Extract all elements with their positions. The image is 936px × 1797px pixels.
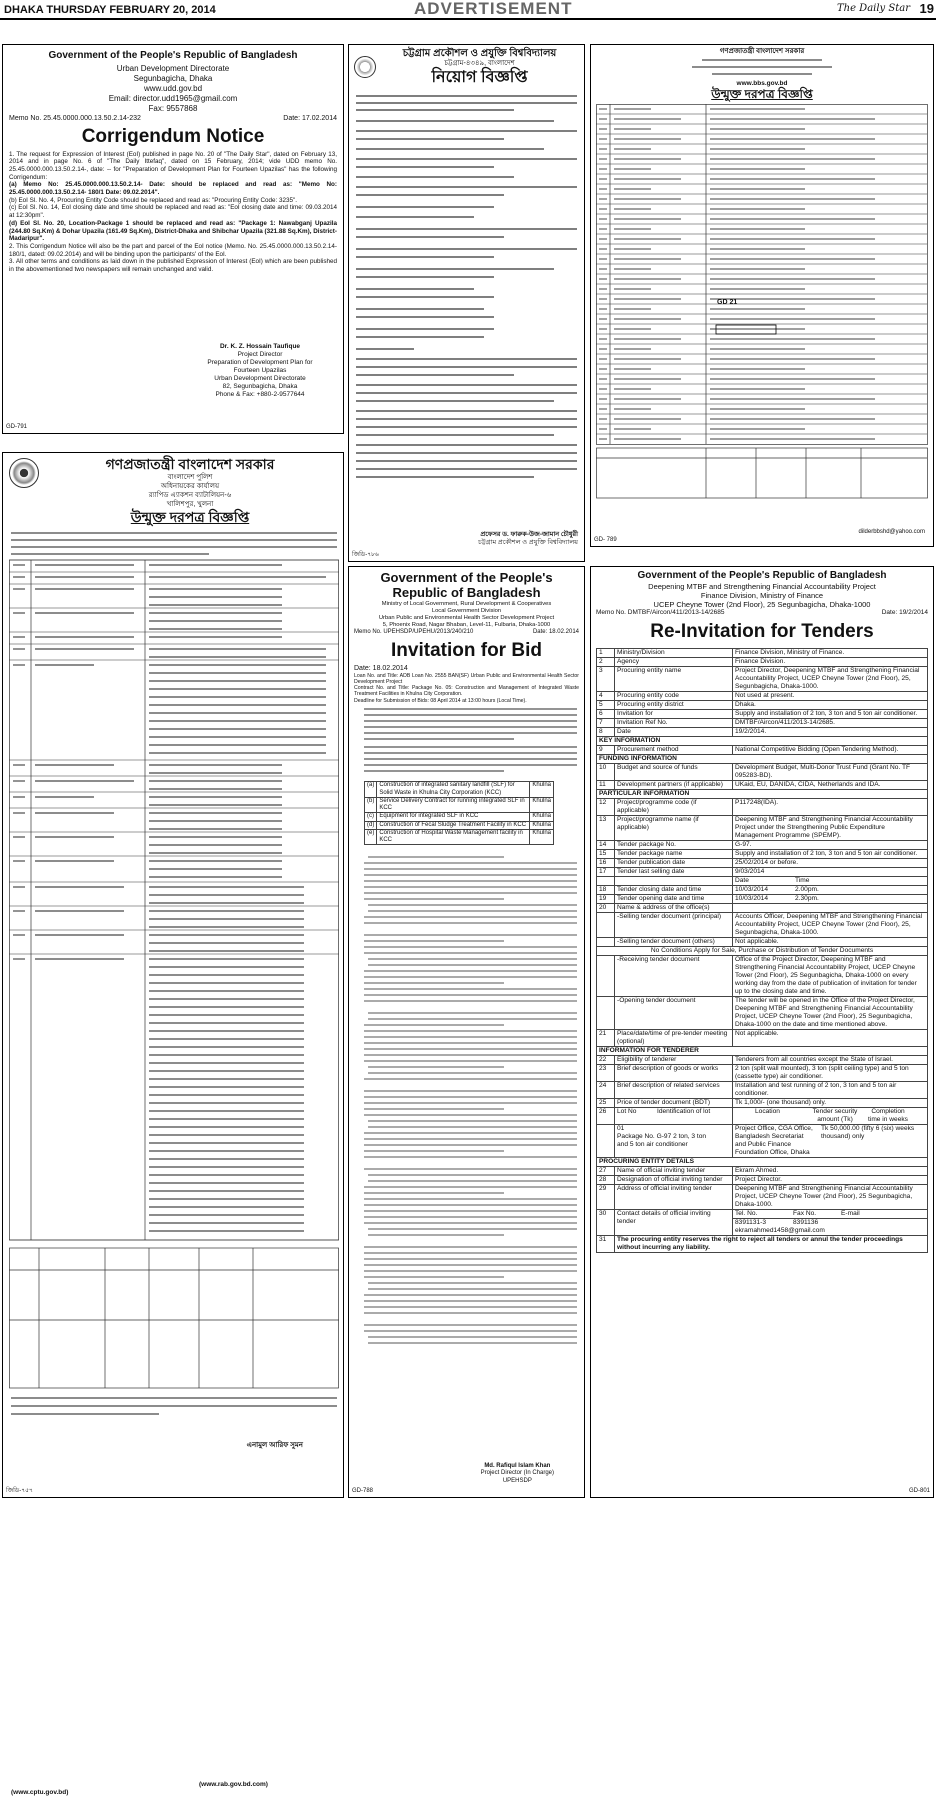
table-row: [597, 867, 928, 876]
table-row: [597, 709, 928, 718]
ad1-title: Corrigendum Notice: [81, 125, 265, 147]
ad5-line: 5, Phoenix Road, Nagar Bhaban, Level-11, Fulbaria, Dhaka-1000: [382, 622, 551, 628]
ad5-heading: Invitation for Bid: [391, 639, 542, 661]
table-row: [365, 821, 554, 829]
security-header: Tender security amount (Tk): [812, 1107, 858, 1123]
ad2-sign: প্রফেসর ড. ফারুক-উজ-জামান চৌধুরী: [480, 531, 578, 538]
row-value: Dhaka.: [733, 700, 928, 709]
row-label: Date: [615, 727, 733, 736]
ad5-sign3: UPEHSDP: [502, 1477, 532, 1484]
email-value: ekramahmed1458@gmail.com: [735, 1226, 825, 1234]
row-number: 9: [597, 745, 615, 754]
work-sl: (e): [365, 829, 377, 844]
table-row: [365, 797, 554, 812]
ad6-code: GD-801: [908, 1487, 930, 1494]
section-row: [597, 789, 928, 798]
ad3-top: গণপ্রজাতন্ত্রী বাংলাদেশ সরকার: [719, 48, 805, 55]
table-row: [597, 1098, 928, 1107]
page-header: [0, 0, 936, 20]
row-number: 12: [597, 798, 615, 815]
table-row: [597, 840, 928, 849]
ad3-table: [596, 104, 928, 524]
contact-header-row: [597, 1209, 928, 1218]
row-value: 9/03/2014: [733, 867, 928, 876]
row-number: 27: [597, 1166, 615, 1175]
fax-value: 8391136: [793, 1218, 819, 1226]
row-date: 10/03/2014: [735, 885, 769, 893]
ad1-sig: Urban Development Directorate: [214, 375, 306, 382]
invitation-for-bid-ad: [348, 566, 585, 1498]
row-value: DMTBF/Aircon/411/2013-14/2685.: [733, 718, 928, 727]
work-desc: Construction of Fecal Sludge Treatment Facility in KCC: [377, 821, 530, 829]
section-row: [597, 1157, 928, 1166]
ad2-sub: চট্টগ্রাম-৪৩৪৯, বাংলাদেশ: [444, 60, 515, 67]
lot-security: Tk 50,000.00 (fifty thousand) only: [821, 1124, 874, 1140]
table-row: [597, 648, 928, 657]
row-label: Invitation for: [615, 709, 733, 718]
ad3-email: dilderbbshd@yahoo.com: [858, 528, 925, 535]
row-time: 2.00pm.: [795, 885, 819, 893]
ad1-line: Segunbagicha, Dhaka: [133, 74, 213, 83]
page-number: 19: [919, 1, 934, 16]
date-header: Date: [735, 876, 749, 884]
work-sl: (a): [365, 782, 377, 797]
row-label: Brief description of related services: [615, 1081, 733, 1098]
work-desc: Service Delivery Contract for running integrated SLF in KCC: [377, 797, 530, 812]
ad5-memo: Memo No. UPEHSDP/UPEHU/2013/240/210: [354, 629, 474, 635]
row-label: Procurement method: [615, 745, 733, 754]
row-number: [597, 937, 615, 946]
ad4-code: জিডি-৭৫৭: [6, 1487, 33, 1494]
lot-row: [597, 1124, 928, 1157]
row-value: Finance Division, Ministry of Finance.: [733, 648, 928, 657]
ad5-loan: Loan No. and Title: ADB Loan No. 2555 BAN(SF) Urban Public and Environmental Health Sector Development Project: [354, 672, 579, 685]
row-date: 10/03/2014: [735, 894, 769, 902]
section-row: [597, 736, 928, 745]
row-number: 26: [597, 1107, 615, 1124]
work-desc: Construction of Hospital Waste Management facility in KCC: [377, 829, 530, 844]
ad5-date2: Date: 18.02.2014: [354, 664, 408, 672]
row-number: 21: [597, 1029, 615, 1046]
table-row: [597, 858, 928, 867]
table-row: [597, 745, 928, 754]
ad6-gov: Government of the People's Republic of Bangladesh: [637, 570, 887, 581]
corrigendum-ad: [2, 44, 344, 434]
ad5-title2: Republic of Bangladesh: [392, 585, 541, 600]
row-number: 7: [597, 718, 615, 727]
row-label: Address of official inviting tender: [615, 1184, 733, 1209]
fax-header: Fax No.: [793, 1209, 817, 1217]
table-row: [597, 1166, 928, 1175]
table-row: [597, 1081, 928, 1098]
table-row: [597, 657, 928, 666]
row-value: UKaid, EU, DANIDA, CIDA, Netherlands and IDA.: [733, 780, 928, 789]
table-row: [365, 782, 554, 797]
ad1-sig: Preparation of Development Plan for: [207, 359, 313, 366]
table-row: [597, 894, 928, 903]
row-value: Tenderers from all countries except the State of Israel.: [733, 1055, 928, 1064]
row-label: Agency: [615, 657, 733, 666]
ad6-l3: UCEP Cheyne Tower (2nd Floor), 25 Segunbagicha, Dhaka-1000: [653, 600, 871, 609]
ad4-sign: এনামুল আরিফ সুমন: [246, 1441, 303, 1449]
row-value: Finance Division.: [733, 657, 928, 666]
ad1-pd: (d) EoI Sl. No. 20, Location-Package 1 should be replaced and read as: "Package 1: Nawabganj Upazila (244.80 Sq.Km) & Dohar Upazila (161.49 Sq.Km), District-Dhaka and Shibchar Upazila (321.88 Sq.Km), District-Madaripur".: [9, 219, 337, 243]
row-number: 19: [597, 894, 615, 903]
ad4-heading: উন্মুক্ত দরপত্র বিজ্ঞপ্তি: [130, 509, 250, 525]
ad4-l4: খালিশপুর, খুলনা: [166, 501, 214, 508]
row-label: Name of official inviting tender: [615, 1166, 733, 1175]
row-value: Project Director.: [733, 1175, 928, 1184]
cuet-logo-icon: [354, 56, 376, 78]
table-row: [597, 876, 928, 885]
row-number: 23: [597, 1064, 615, 1081]
lot-time: 6 (six) weeks: [875, 1124, 915, 1132]
table-row: [597, 691, 928, 700]
ad1-memo: Memo No. 25.45.0000.000.13.50.2.14-232: [9, 115, 141, 122]
table-row: [597, 763, 928, 780]
row-number: 30: [597, 1209, 615, 1235]
row-number: 14: [597, 840, 615, 849]
ad6-memo: Memo No. DMTBF/Aircon/411/2013-14/2685: [596, 609, 725, 616]
row-label: -Receiving tender document: [615, 955, 733, 996]
ad4-l3: র‌্যাপিড এ্যাকশন ব্যাটালিয়ন-৬: [148, 492, 232, 499]
ad3-ref: GD 21: [717, 299, 738, 306]
ad5-para1: [354, 706, 579, 776]
ad3-code: GD- 789: [594, 536, 617, 543]
row-number: 28: [597, 1175, 615, 1184]
table-row: [597, 666, 928, 691]
table-row: [597, 996, 928, 1029]
row-label: Tender package No.: [615, 840, 733, 849]
ad5-sign2: Project Director (In Charge): [480, 1470, 554, 1476]
row-number: 8: [597, 727, 615, 736]
row-number: 2: [597, 657, 615, 666]
row-number: 22: [597, 1055, 615, 1064]
section-heading: FUNDING INFORMATION: [597, 754, 928, 763]
ad1-sig: Phone & Fax: +880-2-9577644: [215, 391, 305, 398]
work-desc: Equipment for integrated SLF in KCC: [377, 813, 530, 821]
row-label: Name & address of the office(s): [615, 903, 733, 912]
row-label: Project/programme code (if applicable): [615, 798, 733, 815]
ad5-contract: Contract No. and Title: Package No. 05: Construction and Management of Integrated Waste Treatment Facilities in Khulna City Corporation.: [354, 685, 579, 698]
row-value: 2 ton (split wall mounted), 3 ton (split ceiling type) and 5 ton (cassette type) air conditioner.: [733, 1064, 928, 1081]
row-value: Supply and installation of 2 ton, 3 ton and 5 ton air conditioner.: [733, 709, 928, 718]
re-invitation-ad: [590, 566, 934, 1498]
work-loc: Khulna: [530, 797, 554, 812]
tel-header: Tel. No.: [735, 1209, 758, 1217]
ad5-body-text: [354, 848, 579, 1368]
row-number: 4: [597, 691, 615, 700]
row-number: 20: [597, 903, 615, 912]
row-label: Invitation Ref No.: [615, 718, 733, 727]
table-row: [597, 798, 928, 815]
lot-id-header: Identification of lot: [657, 1107, 711, 1115]
row-label: Eligibility of tenderer: [615, 1055, 733, 1064]
table-row: [597, 815, 928, 840]
ad5-line: Local Government Division: [431, 608, 502, 614]
lot-no-header: Lot No: [617, 1107, 637, 1115]
work-loc: Khulna: [530, 782, 554, 797]
row-value: Not used at present.: [733, 691, 928, 700]
row-number: 1: [597, 648, 615, 657]
ad6-l1: Deepening MTBF and Strengthening Financial Accountability Project: [648, 582, 876, 591]
row-number: 24: [597, 1081, 615, 1098]
table-row: [597, 1235, 928, 1252]
ad1-date: Date: 17.02.2014: [283, 115, 337, 122]
lot-location: Project Office, CGA Office, Bangladesh Secretariat and Public Finance Foundation Office, Dhaka: [735, 1124, 813, 1156]
row-number: 5: [597, 700, 615, 709]
ad2-body: [354, 91, 579, 511]
row-value: The procuring entity reserves the right to reject all tenders or annul the tender proceedings without incurring any liability.: [615, 1235, 928, 1252]
row-number: 25: [597, 1098, 615, 1107]
table-row: [597, 885, 928, 894]
row-number: 13: [597, 815, 615, 840]
row-label: Tender last selling date: [615, 867, 733, 876]
work-desc: Construction of integrated sanitary landfill (SLF) for Solid Waste in Khulna City Corporation (KCC): [377, 782, 530, 797]
ad6-l2: Finance Division, Ministry of Finance: [700, 591, 824, 600]
ad1-sig: 82, Segunbagicha, Dhaka: [222, 383, 298, 390]
table-row: [597, 912, 928, 937]
ad1-sig: Fourteen Upazilas: [233, 367, 287, 374]
ad1-line: www.udd.gov.bd: [143, 84, 203, 93]
row-label: Tender opening date and time: [615, 894, 733, 903]
work-sl: (b): [365, 797, 377, 812]
row-number: 3: [597, 666, 615, 691]
table-row: [597, 718, 928, 727]
row-value: [733, 903, 928, 912]
ad4-title: গণপ্রজাতন্ত্রী বাংলাদেশ সরকার: [105, 456, 275, 472]
row-label: Brief description of goods or works: [615, 1064, 733, 1081]
row-label: Tender publication date: [615, 858, 733, 867]
row-number: [597, 955, 615, 996]
table-row: [597, 955, 928, 996]
row-value: Deepening MTBF and Strengthening Financial Accountability Project, UCEP Cheyne Tower (2nd Floor), 25 Segunbagicha, Dhaka-1000.: [733, 1184, 928, 1209]
ad4-l1: বাংলাদেশ পুলিশ: [167, 474, 213, 481]
table-row: [597, 937, 928, 946]
table-row: [597, 1029, 928, 1046]
row-number: 17: [597, 867, 615, 876]
ad2-title: চট্টগ্রাম প্রকৌশল ও প্রযুক্তি বিশ্ববিদ্যালয়: [402, 48, 557, 59]
ad1-code: GD-791: [6, 423, 28, 430]
work-loc: Khulna: [530, 813, 554, 821]
row-number: 10: [597, 763, 615, 780]
email-header: E-mail: [841, 1209, 860, 1217]
row-number: 31: [597, 1235, 615, 1252]
ad5-deadline: Deadline for Submission of Bids: 08 April 2014 at 13:00 hours (Local Time).: [354, 697, 527, 704]
ad3-address: [596, 56, 928, 80]
lot-id: Package No. G-97 2 ton, 3 ton and 5 ton air conditioner: [617, 1132, 707, 1148]
row-value: P117248(IDA).: [733, 798, 928, 815]
ad1-gov: Government of the People's Republic of Bangladesh: [48, 50, 298, 61]
rab-tender-ad: [2, 452, 344, 1796]
row-label: Project/programme name (if applicable): [615, 815, 733, 840]
work-loc: Khulna: [530, 821, 554, 829]
row-value: Supply and installation of 2 ton, 3 ton and 5 ton air conditioner.: [733, 849, 928, 858]
ad2-code: জিডি-৭৮৬: [352, 551, 379, 558]
row-label: -Selling tender document (principal): [615, 912, 733, 937]
row-label: -Opening tender document: [615, 996, 733, 1029]
ad3-heading: উন্মুক্ত দরপত্র বিজ্ঞপ্তি: [711, 87, 813, 101]
ad5-sign: Md. Rafiqul Islam Khan: [484, 1462, 551, 1469]
tel-value: 8391131-3: [735, 1218, 767, 1226]
ad5-line: Ministry of Local Government, Rural Development & Cooperatives: [381, 601, 552, 607]
ad1-p3: 3. All other terms and conditions as laid down in the published Expression of Interest (EoI) which are been published in the abovementioned two newspapers will remain unchanged and valid.: [9, 258, 337, 274]
table-row: [597, 727, 928, 736]
ad4-table: [9, 530, 339, 1470]
row-number: 11: [597, 780, 615, 789]
ad1-p1: 1. The request for Expression of Interest (EoI) published in page No. 20 of "The Daily Star", dated on February 13, 2014 and in page No. 6 of "The Daily Ittefaq", dated on 15 February, 2014; vide UDD memo No. 25.45.0000.000.13.50.2.14-, date: -- for "Preparation of Development Plan for Fourteen Upazilas" has the following Corrigendum:: [9, 150, 337, 181]
row-value: The tender will be opened in the Office of the Project Director, Deepening MTBF and Strengthening Financial Accountability Project, UCEP Cheyne Tower (2nd Floor), 25 Segunbagicha, Dhaka-1000 on the date and time mentioned above.: [733, 996, 928, 1029]
ad3-web: www.bbs.gov.bd: [736, 79, 788, 87]
row-value: Deepening MTBF and Strengthening Financial Accountability Project under the Strengthening Public Expenditure Management Programme (SPEMP).: [733, 815, 928, 840]
ad1-p2: 2. This Corrigendum Notice will also be the part and parcel of the EoI notice (Memo. No. 25.45.0000.000.13.50.2.14- 180/1, dated: 09.02.2014) and will be binding upon the participants' of the EoI.: [9, 242, 337, 258]
masthead: The Daily Star: [836, 3, 910, 14]
ad1-sig-name: Dr. K. Z. Hossain Taufique: [219, 343, 301, 350]
section-heading: PARTICULAR INFORMATION: [597, 789, 928, 798]
table-row: [365, 829, 554, 844]
row-value: 25/02/2014 or before.: [733, 858, 928, 867]
row-value: Project Director, Deepening MTBF and Strengthening Financial Accountability Project, UCEP Cheyne Tower (2nd Floor), 25, Segunbagicha, Dhaka-1000.: [733, 666, 928, 691]
ad1-pc: (c) EoI Sl. No. 14, EoI closing date and time should be replaced and read as: "EoI closing date and time: 09.03.2014 at 12:30pm".: [9, 204, 337, 220]
time-header: Time: [795, 876, 810, 884]
ad2-heading: নিয়োগ বিজ্ঞপ্তি: [431, 68, 528, 86]
row-label: Budget and source of funds: [615, 763, 733, 780]
ad1-sig: Project Director: [237, 351, 283, 358]
row-label: Procuring entity name: [615, 666, 733, 691]
row-time: 2.30pm.: [795, 894, 819, 902]
row-value: 19/2/2014.: [733, 727, 928, 736]
ad1-line: Email: director.udd1965@gmail.com: [108, 94, 238, 103]
cuet-recruitment-ad: [348, 44, 585, 562]
row-label: Tender package name: [615, 849, 733, 858]
table-row: [597, 903, 928, 912]
lot-header-row: [597, 1107, 928, 1124]
table-row: [597, 700, 928, 709]
ad6-date: Date: 19/2/2014: [881, 609, 928, 616]
row-label: Place/date/time of pre-tender meeting (optional): [615, 1029, 733, 1046]
row-label: Procuring entity district: [615, 700, 733, 709]
row-number: [597, 912, 615, 937]
row-number: [597, 996, 615, 1029]
time-header: Completion time in weeks: [868, 1107, 908, 1123]
row-number: 15: [597, 849, 615, 858]
ad6-heading: Re-Invitation for Tenders: [650, 620, 874, 642]
ad5-code: GD-788: [352, 1487, 374, 1494]
row-value: Accounts Officer, Deepening MTBF and Strengthening Financial Accountability Project, UCEP Cheyne Tower (2nd Floor), 25, Segunbagicha, Dhaka-1000.: [733, 912, 928, 937]
section-title: ADVERTISEMENT: [414, 0, 573, 18]
row-number: 29: [597, 1184, 615, 1209]
ad4-web2: (www.rab.gov.bd.com): [199, 1781, 268, 1788]
table-row: [597, 849, 928, 858]
ad1-pb: (b) EoI Sl. No. 4, Procuring Entity Code should be replaced and read as: "Procuring Entity Code: 3235".: [9, 196, 297, 204]
no-conditions-note: No Conditions Apply for Sale, Purchase or Distribution of Tender Documents: [597, 946, 928, 955]
row-number: 16: [597, 858, 615, 867]
ad1-line: Fax: 9557868: [148, 104, 198, 113]
work-sl: (d): [365, 821, 377, 829]
notice-row: [597, 946, 928, 955]
section-row: [597, 1046, 928, 1055]
row-label: Designation of official inviting tender: [615, 1175, 733, 1184]
row-value: Tk 1,000/- (one thousand) only.: [733, 1098, 928, 1107]
work-loc: Khulna: [530, 829, 554, 844]
bbs-tender-ad: [590, 44, 934, 547]
ad5-title1: Government of the People's: [380, 570, 553, 585]
row-label: Tender closing date and time: [615, 885, 733, 894]
row-label: Procuring entity code: [615, 691, 733, 700]
row-label: -Selling tender document (others): [615, 937, 733, 946]
ad5-works-table: [364, 781, 554, 845]
row-value: G-97.: [733, 840, 928, 849]
ad4-web1: (www.cptu.gov.bd): [11, 1789, 69, 1796]
row-label: Ministry/Division: [615, 648, 733, 657]
row-label: Price of tender document (BDT): [615, 1098, 733, 1107]
table-row: [597, 1184, 928, 1209]
table-row: [597, 1055, 928, 1064]
table-row: [597, 1064, 928, 1081]
ad5-line: Urban Public and Environmental Health Sector Development Project: [378, 615, 555, 621]
section-row: [597, 754, 928, 763]
ad2-text-lines: [354, 91, 579, 511]
section-heading: PROCURING ENTITY DETAILS: [597, 1157, 928, 1166]
table-row: [597, 1175, 928, 1184]
ad2-sign2: চট্টগ্রাম প্রকৌশল ও প্রযুক্তি বিশ্ববিদ্যালয়: [478, 539, 578, 546]
row-value: Installation and test running of 2 ton, 3 ton and 5 ton air conditioner.: [733, 1081, 928, 1098]
section-heading: INFORMATION FOR TENDERER: [597, 1046, 928, 1055]
row-number: 18: [597, 885, 615, 894]
row-value: Development Budget, Multi-Donor Trust Fund (Grant No. TF 095283-BD).: [733, 763, 928, 780]
row-label: Development partners (if applicable): [615, 780, 733, 789]
table-row: [597, 780, 928, 789]
table-row: [365, 813, 554, 821]
ad1-pa: (a) Memo No: 25.45.0000.000.13.50.2.14- Date: should be replaced and read as: "Memo No: 25.45.0000.000.13.50.2.14- 180/1 Date: 09.02.2014".: [9, 181, 337, 197]
work-sl: (c): [365, 813, 377, 821]
row-label: Contact details of official inviting tender: [615, 1209, 733, 1235]
row-value: National Competitive Bidding (Open Tendering Method).: [733, 745, 928, 754]
date-line: DHAKA THURSDAY FEBRUARY 20, 2014: [4, 4, 216, 16]
ad1-line: Urban Development Directorate: [116, 64, 230, 73]
row-number: 6: [597, 709, 615, 718]
row-value: Not applicable.: [733, 1029, 928, 1046]
location-header: Location: [755, 1107, 780, 1115]
tender-table: [596, 648, 928, 1253]
row-value: Office of the Project Director, Deepening MTBF and Strengthening Financial Accountability Project, UCEP Cheyne Tower (2nd Floor), 25 Segunbagicha, Dhaka-1000 on every working day from the date of publication of invitation for tender up to the closing date and time.: [733, 955, 928, 996]
ad4-l2: অধিনায়কের কার্যালয়: [160, 483, 220, 490]
lot-no: 01: [617, 1124, 625, 1132]
row-value: Not applicable.: [733, 937, 928, 946]
ad5-date: Date: 18.02.2014: [532, 629, 579, 635]
police-emblem-icon: [9, 458, 39, 488]
row-value: Ekram Ahmed.: [733, 1166, 928, 1175]
section-heading: KEY INFORMATION: [597, 736, 928, 745]
